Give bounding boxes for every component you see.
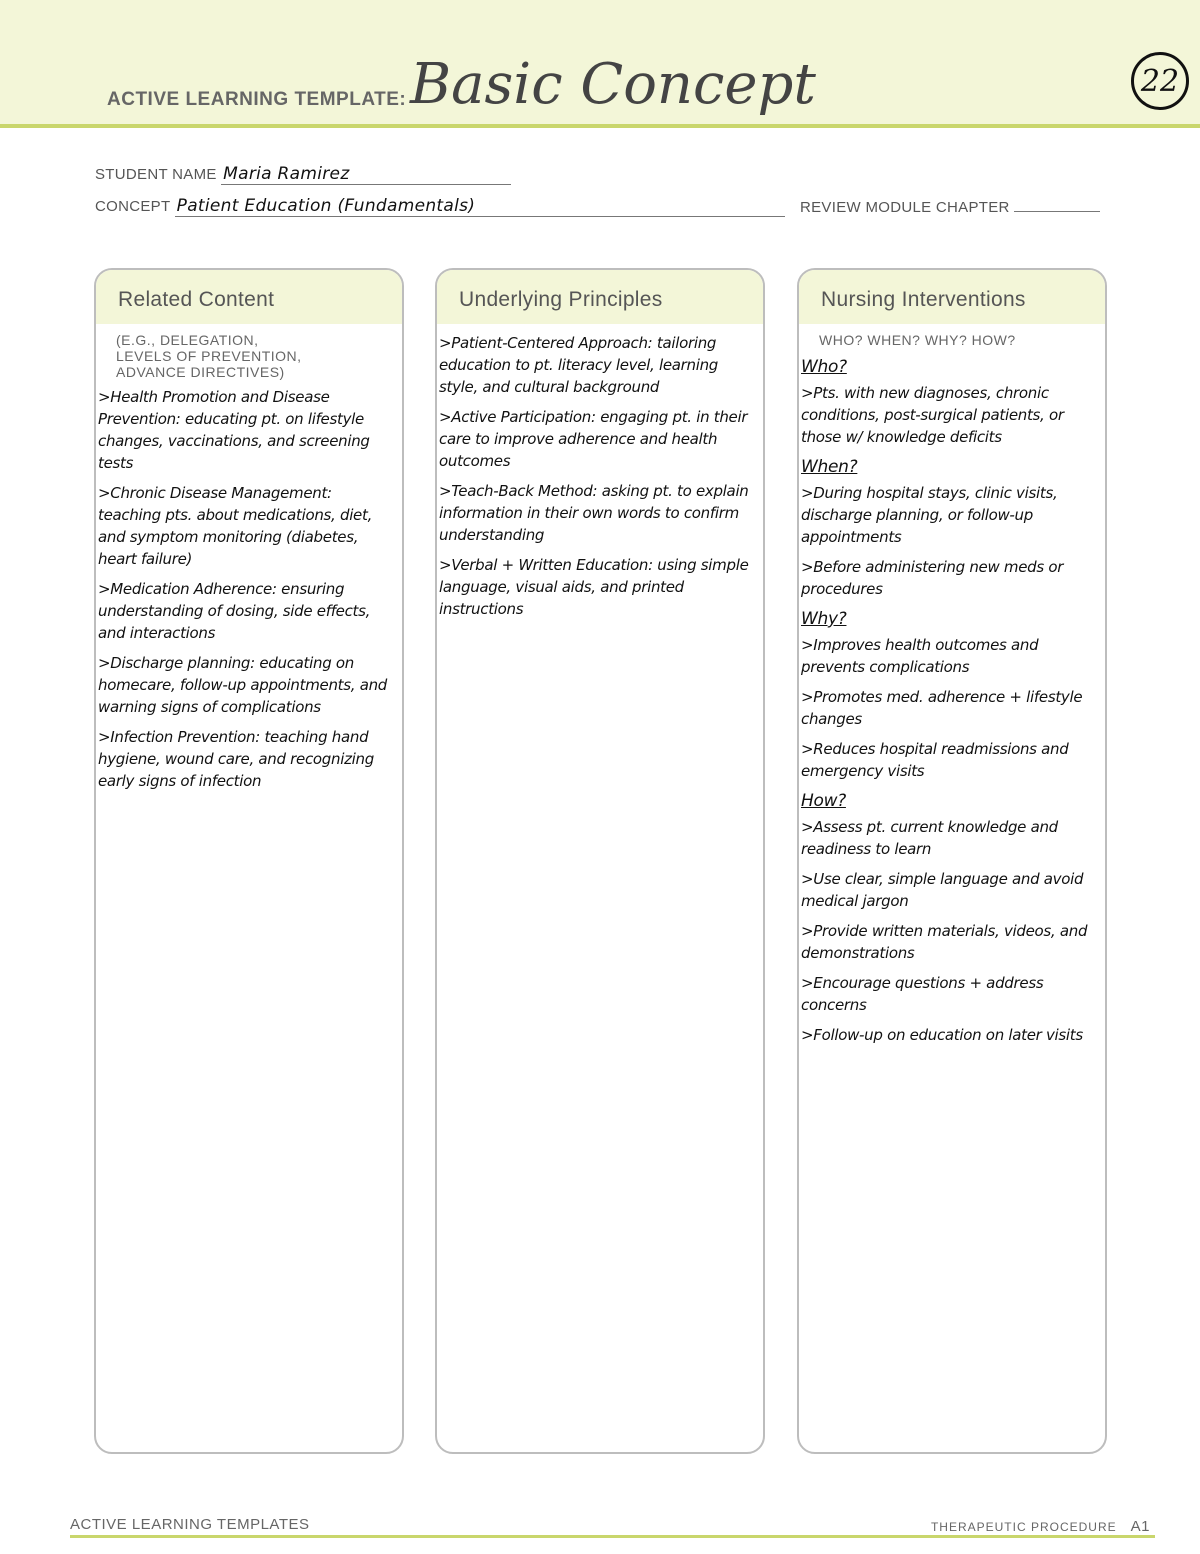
related-content-subheading: (E.G., DELEGATION, LEVELS OF PREVENTION, ADVANCE DIRECTIVES)	[116, 332, 302, 380]
concept-label: CONCEPT	[95, 198, 171, 215]
student-name-label: STUDENT NAME	[95, 166, 217, 183]
underlying-principles-entry: >Patient-Centered Approach: tailoring education to pt. literacy level, learning style, and cultural background	[439, 334, 719, 396]
student-name-row	[95, 164, 511, 185]
underlying-principles-entry: >Teach-Back Method: asking pt. to explain information in their own words to confirm understanding	[439, 482, 749, 544]
nursing-interventions-subheading: WHO? WHEN? WHY? HOW?	[819, 332, 1016, 348]
review-module-row	[800, 198, 1100, 216]
related-content-column	[94, 268, 404, 1454]
related-content-heading: Related Content	[96, 270, 402, 324]
nursing-interventions-heading: Nursing Interventions	[799, 270, 1105, 324]
intervention-entry: >Pts. with new diagnoses, chronic conditions, post-surgical patients, or those w/ knowledge deficits	[801, 384, 1064, 446]
related-content-entry: >Chronic Disease Management: teaching pts. about medications, diet, and symptom monitoring (diabetes, heart failure)	[98, 484, 373, 568]
intervention-entry: >Follow-up on education on later visits	[801, 1026, 1083, 1044]
intervention-section-title: How?	[801, 791, 846, 811]
underlying-principles-column	[435, 268, 765, 1454]
student-name-value[interactable]: Maria Ramirez	[221, 164, 511, 185]
underlying-principles-body	[437, 324, 763, 620]
related-content-entry: >Infection Prevention: teaching hand hygiene, wound care, and recognizing early signs of infection	[98, 728, 374, 790]
header-rule	[0, 124, 1200, 128]
template-label: ACTIVE LEARNING TEMPLATE:	[107, 89, 407, 110]
underlying-principles-heading: Underlying Principles	[437, 270, 763, 324]
nursing-interventions-column	[797, 268, 1107, 1454]
concept-value[interactable]: Patient Education (Fundamentals)	[175, 196, 785, 217]
underlying-principles-entry: >Active Participation: engaging pt. in their care to improve adherence and health outcomes	[439, 408, 748, 470]
template-title: Basic Concept	[410, 52, 816, 117]
intervention-entry: >Provide written materials, videos, and demonstrations	[801, 922, 1088, 962]
intervention-entry: >Improves health outcomes and prevents complications	[801, 636, 1039, 676]
review-module-label: REVIEW MODULE CHAPTER	[800, 199, 1010, 216]
concept-row	[95, 196, 785, 217]
intervention-section-title: When?	[801, 457, 858, 477]
review-module-value[interactable]	[1014, 198, 1100, 212]
intervention-section-title: Why?	[801, 609, 847, 629]
intervention-section-title: Who?	[801, 357, 847, 377]
footer-right-label	[931, 1518, 1150, 1535]
footer-left-label: ACTIVE LEARNING TEMPLATES	[70, 1516, 310, 1533]
related-content-entry: >Discharge planning: educating on homecare, follow-up appointments, and warning signs of complications	[98, 654, 388, 716]
page-number-badge: 22	[1131, 52, 1189, 110]
footer-code: A1	[1130, 1518, 1150, 1535]
intervention-entry: >Use clear, simple language and avoid medical jargon	[801, 870, 1084, 910]
intervention-entry: >Assess pt. current knowledge and readiness to learn	[801, 818, 1058, 858]
intervention-entry: >Reduces hospital readmissions and emergency visits	[801, 740, 1069, 780]
intervention-entry: >During hospital stays, clinic visits, discharge planning, or follow-up appointments	[801, 484, 1058, 546]
footer-procedure-label: THERAPEUTIC PROCEDURE	[930, 1520, 1117, 1534]
related-content-body	[96, 380, 402, 792]
related-content-entry: >Health Promotion and Disease Prevention: educating pt. on lifestyle changes, vaccinations, and screening tests	[98, 388, 370, 472]
intervention-entry: >Encourage questions + address concerns	[801, 974, 1044, 1014]
intervention-entry: >Promotes med. adherence + lifestyle changes	[801, 688, 1083, 728]
related-content-entry: >Medication Adherence: ensuring understanding of dosing, side effects, and interactions	[98, 580, 371, 642]
underlying-principles-entry: >Verbal + Written Education: using simple language, visual aids, and printed instructions	[439, 556, 749, 618]
nursing-interventions-body	[799, 348, 1105, 1046]
intervention-entry: >Before administering new meds or procedures	[801, 558, 1064, 598]
footer-rule	[70, 1535, 1155, 1538]
